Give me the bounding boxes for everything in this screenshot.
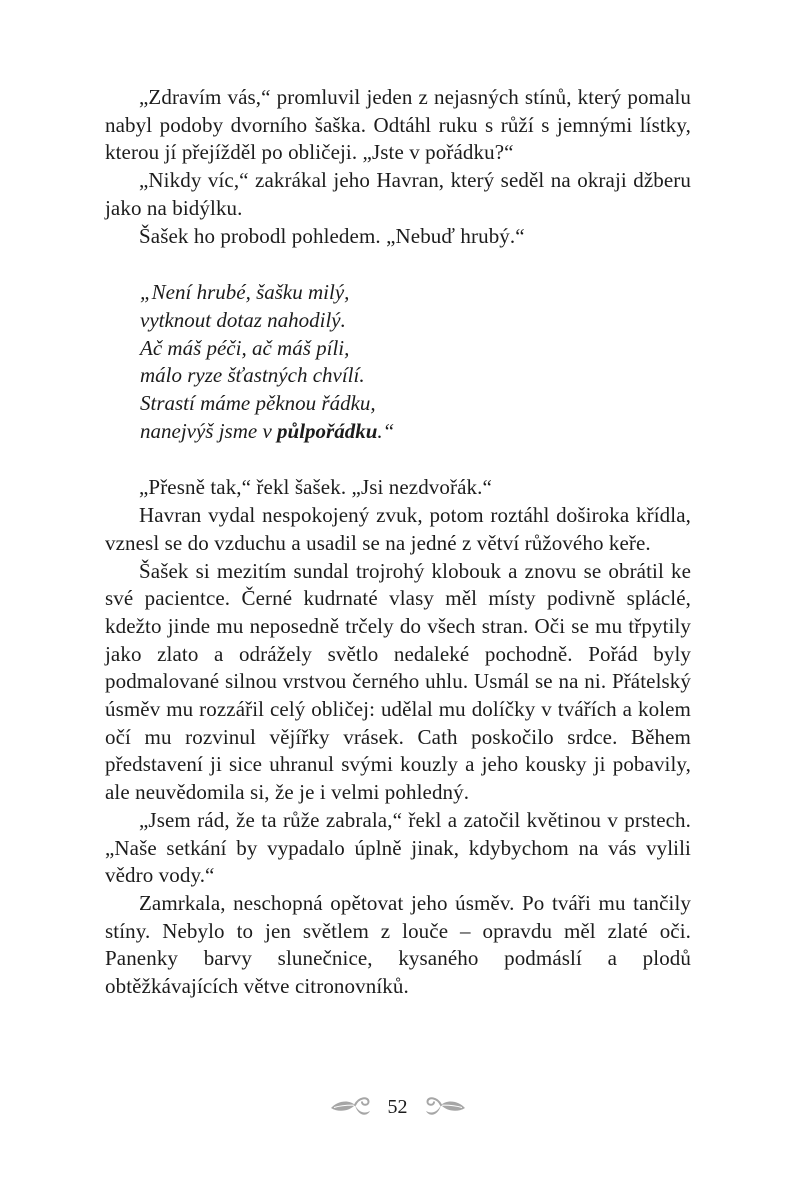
page-number: 52 <box>387 1096 408 1118</box>
text-column <box>105 84 691 1001</box>
poem-line: málo ryze šťastných chvílí. <box>140 363 365 388</box>
poem-bold-word: půlpořádku <box>277 418 378 443</box>
poem-line: vytknout dotaz nahodilý. <box>140 307 346 332</box>
leaf-flourish-left-icon <box>329 1094 373 1120</box>
paragraph: „Zdravím vás,“ promluvil jeden z nejasných stínů, který pomalu nabyl podoby dvorního šaška. Odtáhl ruku s růží s jemnými lístky, kterou jí přejížděl po obličeji. „Jste v pořádku?“ <box>105 85 691 165</box>
leaf-flourish-right-icon <box>423 1094 467 1120</box>
poem-last-line-suffix: .“ <box>377 418 395 443</box>
poem-line: „Není hrubé, šašku milý, <box>140 280 350 305</box>
poem-line: Ač máš péči, ač máš píli, <box>140 335 350 360</box>
paragraph: Zamrkala, neschopná opětovat jeho úsměv. Po tváři mu tančily stíny. Nebylo to jen světlem z louče – opravdu měl zlaté oči. Panenky barvy slunečnice, kysaného podmáslí a plodů obtěžkávajících větve citronovníků. <box>105 890 691 999</box>
poem-last-line-prefix: nanejvýš jsme v <box>140 418 278 443</box>
page-footer <box>0 1094 795 1120</box>
paragraph: „Nikdy víc,“ zakrákal jeho Havran, který seděl na okraji džberu jako na bidýlku. <box>105 168 691 220</box>
poem-block <box>140 279 691 445</box>
paragraph: Šašek ho probodl pohledem. „Nebuď hrubý.“ <box>139 223 525 248</box>
paragraph: „Přesně tak,“ řekl šašek. „Jsi nezdvořák.“ <box>139 475 492 500</box>
poem-line: Strastí máme pěknou řádku, <box>140 391 376 416</box>
paragraph: „Jsem rád, že ta růže zabrala,“ řekl a zatočil květinou v prstech. „Naše setkání by vypadalo úplně jinak, kdybychom na vás vylili vědro vody.“ <box>105 807 691 888</box>
poem-last-line <box>140 418 691 446</box>
paragraph: Šašek si mezitím sundal trojrohý klobouk a znovu se obrátil ke své pacientce. Černé kudrnaté vlasy měl místy podivně spláclé, kdežto jinde mu neposedně trčely do všech stran. Oči se mu třpytily jako zlato a odrážely světlo nedaleké pochodně. Pořád byly podmalované silnou vrstvou černého uhlu. Usmál se na ni. Přátelský úsměv mu rozzářil celý obličej: udělal mu dolíčky v tvářích a kolem očí mu rozvinul vějířky vrásek. Cath poskočilo srdce. Během představení ji sice uhranul svými kouzly a jeho kousky ji pobavily, ale neuvědomila si, že je i velmi pohledný. <box>105 558 691 805</box>
paragraph: Havran vydal nespokojený zvuk, potom roztáhl doširoka křídla, vznesl se do vzduchu a usadil se na jedné z větví růžového keře. <box>105 503 691 555</box>
